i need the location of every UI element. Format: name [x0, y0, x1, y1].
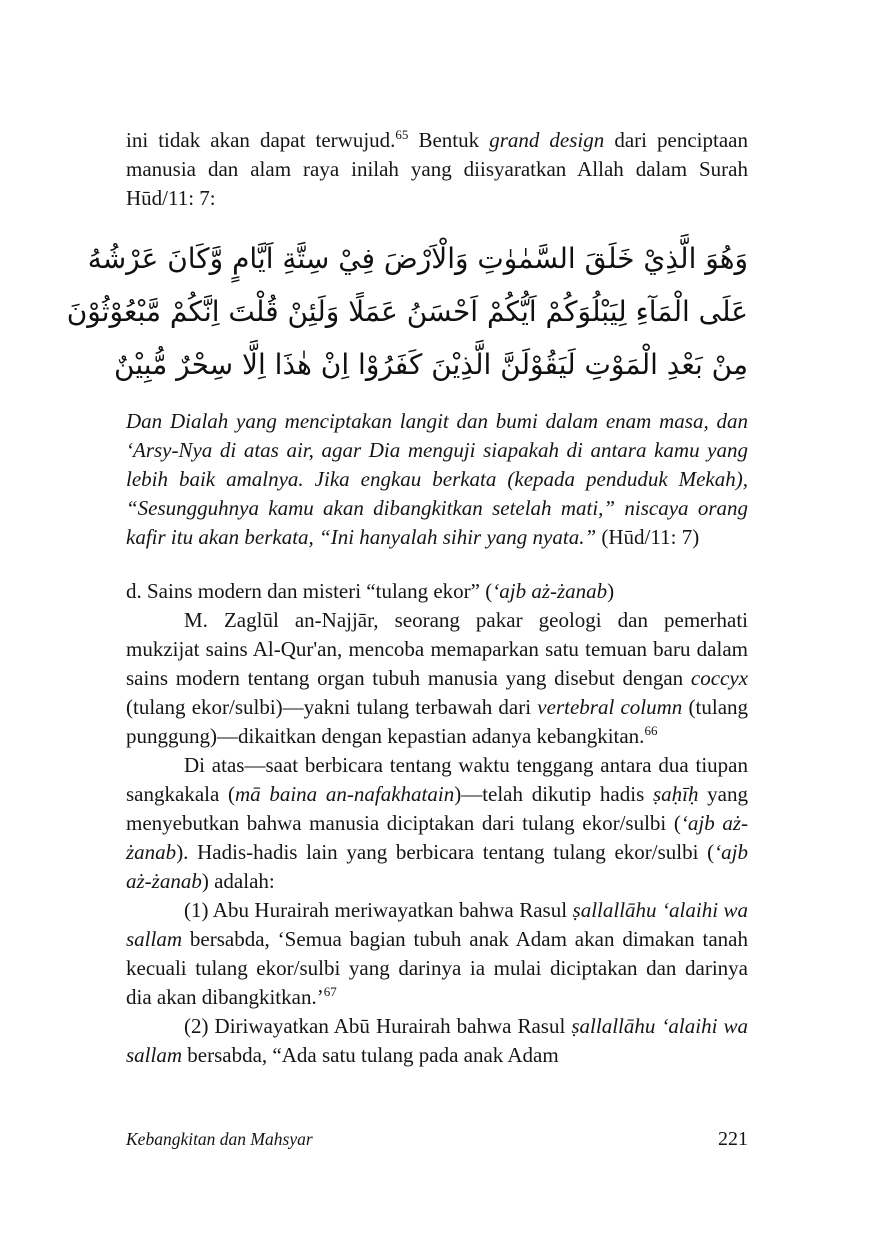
verse-translation: Dan Dialah yang menciptakan langit dan bumi dalam enam masa, dan ‘Arsy-Nya di atas air, agar Dia menguji siapakah di antara kamu yang lebih baik amalnya. Jika engkau berkata (kepada penduduk Mekah), “Sesungguhnya kamu akan dibangkitkan setelah mati,” niscaya orang kafir itu akan berkata, “Ini hanyalah sihir yang nyata.” (Hūd/11: 7) — [126, 409, 748, 549]
hadith-item-2: (2) Diriwayatkan Abū Hurairah bahwa Rasul ṣallallāhu ‘alaihi wa sallam bersabda, “Ada satu tulang pada anak Adam — [126, 1014, 748, 1067]
paragraph-najjar: M. Zaglūl an-Najjār, seorang pakar geologi dan pemerhati mukzijat sains Al-Qur'an, mencoba memaparkan satu temuan baru dalam sains modern tentang organ tubuh manusia yang disebut dengan coccyx (tulang ekor/sulbi)—yakni tulang terbawah dari vertebral column (tulang punggung)—dikaitkan dengan kepastian adanya kebangkitan.$^{66}$ — [126, 608, 749, 748]
page-number: 221 — [718, 1128, 748, 1150]
hadith-item-1: (1) Abu Hurairah meriwayatkan bahwa Rasul ṣallallāhu ‘alaihi wa sallam bersabda, ‘Semua bagian tubuh anak Adam akan dimakan tanah kecuali tulang ekor/sulbi yang darinya ia mulai diciptakan dan darinya dia akan dibangkitkan.’$^{67}$ — [126, 898, 749, 1009]
section-heading: d. Sains modern dan misteri “tulang ekor” (‘ajb aż-żanab) — [126, 579, 615, 603]
footer-book-title: Kebangkitan dan Mahsyar — [126, 1129, 313, 1149]
page-footer — [126, 1128, 748, 1151]
intro-paragraph: ini tidak akan dapat terwujud.$^{65}$ Bentuk grand design dari penciptaan manusia dan alam raya inilah yang diisyaratkan Allah dalam Surah Hūd/11: 7: — [126, 127, 748, 210]
quran-verse-arabic: وَهُوَ الَّذِيْ خَلَقَ السَّمٰوٰتِ وَالْاَرْضَ فِيْ سِتَّةِ اَيَّامٍ وَّكَانَ عَرْشُهُ عَلَى الْمَآءِ لِيَبْلُوَكُمْ اَيُّكُمْ اَحْسَنُ عَمَلًا وَلَئِنْ قُلْتَ اِنَّكُمْ مَّبْعُوْثُوْنَ مِنْ بَعْدِ الْمَوْتِ لَيَقُوْلَنَّ الَّذِيْنَ كَفَرُوْا اِنْ هٰذَا اِلَّا سِحْرٌ مُّبِيْنٌ — [66, 242, 748, 381]
paragraph-interval: Di atas—saat berbicara tentang waktu tenggang antara dua tiupan sangkakala (mā baina an-nafakhatain)—telah dikutip hadis ṣaḥīḥ yang menyebutkan bahwa manusia diciptakan dari tulang ekor/sulbi (‘ajb aż-żanab). Hadis-hadis lain yang berbicara tentang tulang ekor/sulbi (‘ajb aż-żanab) adalah: — [126, 753, 748, 893]
